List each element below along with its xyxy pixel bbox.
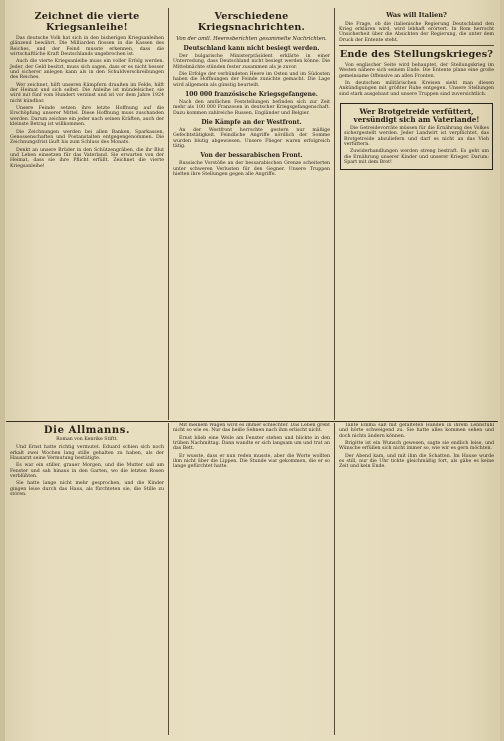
top-columns <box>6 8 498 420</box>
trench-war-paragraph: In deutschen militärischen Kreisen sieht man diesen Ankündigungen mit größter Ruhe entgegen. Unsere Stellungen sind stark ausgebaut und unsere Truppen sind zuversichtlich. <box>339 81 494 97</box>
serial-paragraph: Tante Emma saß mit gefalteten Händen in ihrem Lehnstuhl und hörte schweigend zu. Sie hatte alles kommen sehen und doch nichts ändern können. <box>339 423 494 439</box>
trench-war-heading: Ende des Stellungskrieges? <box>339 48 494 60</box>
serial-paragraph: Brigitte ist ein Wunsch gewesen, sagte sie endlich leise, und Wünsche erfüllen sich nicht immer so, wie wir es gern möchten. <box>339 441 494 452</box>
news-subheading: Die Kämpfe an der Westfront. <box>201 119 302 127</box>
column-war-loan <box>6 8 168 420</box>
news-subheading: 100 000 französische Kriegsgefangene. <box>185 91 318 99</box>
serial-byline: Roman von Kenrike Stiftt. <box>56 437 118 442</box>
war-loan-paragraph: Auch die vierte Kriegsanleihe muss ein voller Erfolg werden. Jeder, der Geld besitzt, muss sich sagen, dass er es nicht besser und sicherer anlegen kann als in den Schuldverschreibungen des Reiches. <box>10 59 164 81</box>
war-news-subtitle: Von der amtl. Heeresberichten gesammelte Nachrichten. <box>176 36 327 42</box>
serial-paragraph: Es war ein stiller, grauer Morgen, und die Mutter saß am Fenster und sah hinaus in den Garten, wo die letzten Rosen verblühten. <box>10 463 164 480</box>
feuilleton-column-3 <box>334 423 498 735</box>
news-paragraph: Der bulgarische Ministerpräsident erklärte in einer Unterredung, dass Deutschland nicht besiegt werden könne. Die Mittelmächte stünden fester zusammen als je zuvor. <box>173 54 330 70</box>
news-paragraph: Russische Vorstöße an der bessarabischen Grenze scheiterten unter schweren Verlusten für den Gegner. Unsere Truppen hielten ihre Stellungen gegen alle Angriffe. <box>173 161 330 178</box>
news-paragraph: An der Westfront herrschte gestern nur mäßige Gefechtstätigkeit. Feindliche Angriffe nördlich der Somme wurden blutig abgewiesen. Unsere Flieger waren erfolgreich tätig. <box>173 128 330 150</box>
page-edge-right <box>500 0 504 741</box>
news-paragraph: Die Erfolge der verbündeten Heere im Osten und im Südosten haben die Hoffnungen der Feinde zunichte gemacht. Die Lage wird allgemein als günstig beurteilt. <box>173 72 330 88</box>
news-subheading: Deutschland kann nicht besiegt werden. <box>183 45 320 52</box>
feuilleton-column-1 <box>6 423 168 735</box>
war-news-heading: Verschiedene Kriegsnachrichten. <box>197 11 306 33</box>
grain-notice-paragraph: Zuwiderhandlungen werden streng bestraft. Es geht um die Ernährung unserer Kinder und unserer Krieger. Darum: Spart mit dem Brot! <box>344 149 489 166</box>
serial-title: Die Allmanns. <box>43 425 131 436</box>
serial-paragraph: Und Ernst hatte richtig vermutet. Eduard schien sich noch erkalt zwei Wochen lang stille gehalten zu haben, als der Hausarzt seine Vermutung bestätigte. <box>10 445 164 462</box>
column-italy-and-front <box>334 8 498 420</box>
italy-heading: Was will Italien? <box>386 11 447 19</box>
serial-paragraph: Der Abend kam, und mit ihm die Schatten. Im Hause wurde es still, nur die Uhr tickte gleichmäßig fort, als gäbe es keine Zeit und kein Ende. <box>339 453 494 470</box>
trench-war-paragraph: Von englischer Seite wird behauptet, der Stellungskrieg im Westen nähere sich seinem Ende. Die Entente plane eine große gemeinsame Offensive an allen Fronten. <box>339 62 494 79</box>
serial-paragraph: Ernst blieb eine Weile am Fenster stehen und blickte in den trüben Nachmittag. Dann wandte er sich langsam um und trat an das Bett. <box>173 435 330 452</box>
serial-paragraph: Sie hatte lange nicht mehr gesprochen, und die Kinder gingen leise durch das Haus, als fürchteten sie, die Stille zu stören. <box>10 481 164 498</box>
grain-notice-title: Wer Brotgetreide verfüttert, versündigt sich am Vaterlande! <box>353 107 480 125</box>
serial-paragraph: Er wusste, dass er nun reden musste, aber die Worte wollten ihm nicht über die Lippen. Die Stunde war gekommen, die er so lange gefürchtet hatte. <box>173 453 330 470</box>
grain-notice-box <box>340 103 493 170</box>
column-war-news <box>168 8 334 420</box>
war-loan-paragraph: Unsere Feinde setzen ihre letzte Hoffnung auf die Erschöpfung unserer Mittel. Diese Hoffnung muss zuschanden werden. Darum zeichne ein jeder nach seinen Kräften, auch der kleinste Betrag ist willkommen. <box>10 106 164 128</box>
feuilleton-column-2 <box>168 423 334 735</box>
news-subheading: Von der bessarabischen Front. <box>200 152 303 160</box>
feuilleton-rule <box>6 421 498 422</box>
feuilleton-section <box>6 423 498 735</box>
war-loan-paragraph: Denkt an unsere Brüder in den Schützengräben, die ihr Blut und Leben einsetzen für das Vaterland. Sie erwarten von der Heimat, dass sie ihre Pflicht erfüllt. Zeichnet die vierte Kriegsanleihe! <box>10 147 164 169</box>
italy-paragraph: Die Frage, ob die italienische Regierung Deutschland den Krieg erklären wird, wird lebhaft erörtert. In Rom herrscht Unsicherheit über die Absichten der Regierung, die unter dem Druck der Entente steht. <box>339 21 494 43</box>
war-loan-paragraph: Die Zeichnungen werden bei allen Banken, Sparkassen, Genossenschaften und Postanstalten entgegengenommen. Die Zeichnungsfrist läuft bis zum Schluss des Monats. <box>10 129 164 146</box>
war-loan-paragraph: Wer zeichnet, hilft unseren Kämpfern draußen im Felde, hilft der Heimat und sich selbst. Die Anleihe ist mündelsicher, sie wird mit fünf vom Hundert verzinst und ist vor dem Jahre 1924 nicht kündbar. <box>10 82 164 104</box>
page-edge-left <box>0 0 5 741</box>
war-loan-paragraph: Das deutsche Volk hat sich in den bisherigen Kriegsanleihen glänzend bewährt. Die Milliarden flossen in die Kassen des Reiches, und der Feind musste erkennen, dass die wirtschaftliche Kraft Deutschlands ungebrochen ist. <box>10 36 164 58</box>
news-paragraph: Nach den amtlichen Feststellungen befinden sich zur Zeit mehr als 100 000 Franzosen in deutscher Kriegsgefangenschaft. Dazu kommen zahlreiche Russen, Engländer und Belgier. <box>173 100 330 116</box>
serial-paragraph: Mit meinem Wagen wird es immer schlechter. Das Leben grebt nicht so wie es. Nur das heiße Sehnen nach ihm erlischt nicht. <box>173 423 330 434</box>
war-loan-heading: Zeichnet die vierte Kriegsanleihe! <box>34 11 140 33</box>
column-divider <box>339 45 494 46</box>
grain-notice-paragraph: Die Getreidevorräte müssen für die Ernährung des Volkes sichergestellt werden. Jeder Landwirt ist verpflichtet, das Brotgetreide abzuliefern und darf es nicht an das Vieh verfüttern. <box>344 126 489 148</box>
